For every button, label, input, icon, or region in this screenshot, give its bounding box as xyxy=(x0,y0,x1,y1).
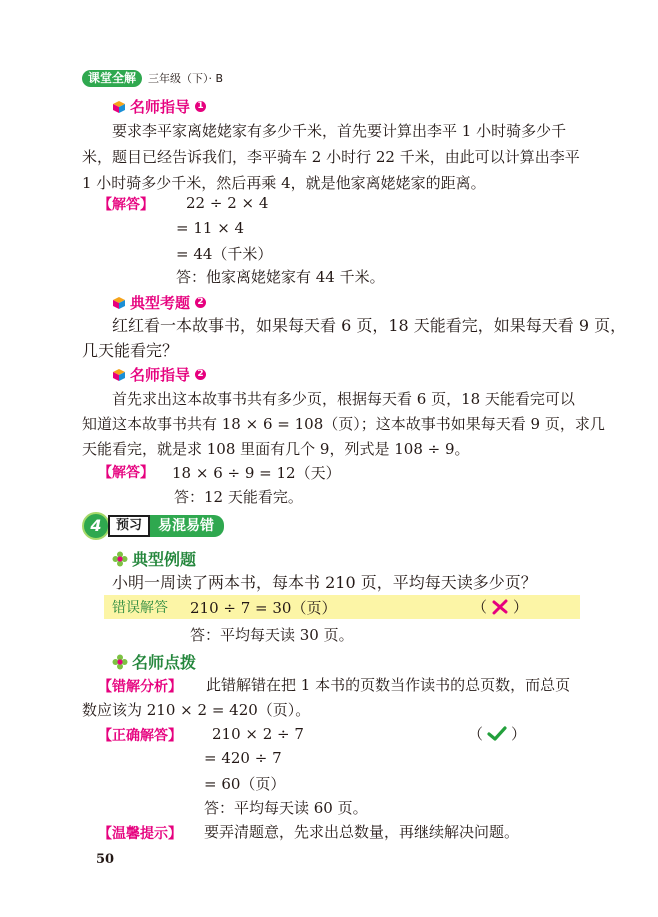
section-number: 4 xyxy=(82,512,110,540)
section-tag: 预习 xyxy=(108,515,150,537)
cube-icon xyxy=(112,368,126,382)
correct-mark xyxy=(468,723,526,744)
flower-icon xyxy=(112,654,128,670)
exam-num-2: 2 xyxy=(195,297,206,308)
check-icon xyxy=(487,726,507,742)
example-title: 典型例题 xyxy=(132,550,197,569)
guide-line: 天能看完，就是求 108 里面有几个 9，列式是 108 ÷ 9。 xyxy=(82,440,470,458)
calc-line: 22 ÷ 2 × 4 xyxy=(186,194,269,212)
page-header xyxy=(82,69,223,87)
correct-mark-open: （ xyxy=(468,725,484,743)
exam-title-2: 典型考题 xyxy=(130,294,191,312)
header-badge: 课堂全解 xyxy=(82,70,142,87)
tip-title: 名师点拨 xyxy=(132,653,197,672)
example-heading xyxy=(112,547,196,570)
correct-calc-line: = 60（页） xyxy=(204,775,286,793)
guide-heading-1 xyxy=(112,96,206,117)
correct-mark-close: ） xyxy=(511,725,527,743)
header-grade: 三年级（下）· B xyxy=(148,72,224,85)
exam-heading-2 xyxy=(112,292,206,313)
final-answer-2: 答：12 天能看完。 xyxy=(174,488,303,506)
section-title: 易混易错 xyxy=(150,515,224,537)
guide-title-1: 名师指导 xyxy=(130,98,191,116)
guide-heading-2 xyxy=(112,364,206,385)
correct-final: 答：平均每天读 60 页。 xyxy=(204,799,368,817)
question-line: 几天能看完？ xyxy=(82,341,179,360)
wrong-final: 答：平均每天读 30 页。 xyxy=(190,626,354,644)
guide-line: 米，题目已经告诉我们，李平骑车 2 小时行 22 千米，由此可以计算出李平 xyxy=(82,148,580,166)
tip-heading xyxy=(112,650,196,673)
page-number: 50 xyxy=(96,852,115,867)
guide-title-2: 名师指导 xyxy=(130,366,191,384)
section-banner xyxy=(82,513,224,539)
reminder-label: 【温馨提示】 xyxy=(98,826,182,842)
calc-line: 18 × 6 ÷ 9 = 12（天） xyxy=(172,464,341,482)
guide-line: 首先求出这本故事书共有多少页，根据每天看 6 页，18 天能看完可以 xyxy=(112,390,575,408)
wrong-mark-open: （ xyxy=(472,598,488,616)
final-answer-1: 答：他家离姥姥家有 44 千米。 xyxy=(176,268,385,286)
wrong-calc: 210 ÷ 7 = 30（页） xyxy=(190,599,337,617)
cross-icon xyxy=(491,599,509,615)
analysis-line: 数应该为 210 × 2 = 420（页）。 xyxy=(82,701,311,719)
correct-label: 【正确解答】 xyxy=(98,728,182,744)
answer-label-2: 【解答】 xyxy=(98,465,154,481)
guide-line: 要求李平家离姥姥家有多少千米，首先要计算出李平 1 小时骑多少千 xyxy=(112,122,567,140)
guide-line: 知道这本故事书共有 18 × 6 = 108（页）；这本故事书如果每天看 9 页，求几 xyxy=(82,415,605,433)
calc-line: = 11 × 4 xyxy=(176,219,245,237)
guide-num-1: 1 xyxy=(195,101,206,112)
example-question: 小明一周读了两本书，每本书 210 页，平均每天读多少页？ xyxy=(112,573,537,592)
guide-num-2: 2 xyxy=(195,369,206,380)
cube-icon xyxy=(112,296,126,310)
analysis-line: 此错解错在把 1 本书的页数当作读书的总页数，而总页 xyxy=(206,676,571,694)
wrong-mark xyxy=(472,596,528,617)
reminder-text: 要弄清题意，先求出总数量，再继续解决问题。 xyxy=(204,823,520,841)
analysis-label: 【错解分析】 xyxy=(98,679,182,695)
flower-icon xyxy=(112,551,128,567)
answer-label-1: 【解答】 xyxy=(98,197,154,213)
correct-calc-line: = 420 ÷ 7 xyxy=(204,749,282,767)
wrong-mark-close: ） xyxy=(513,598,529,616)
question-line: 红红看一本故事书，如果每天看 6 页，18 天能看完，如果每天看 9 页， xyxy=(112,316,627,335)
cube-icon xyxy=(112,100,126,114)
guide-line: 1 小时骑多少千米，然后再乘 4，就是他家离姥姥家的距离。 xyxy=(82,174,486,192)
wrong-label: 错误解答 xyxy=(112,600,168,616)
correct-calc-line: 210 × 2 ÷ 7 xyxy=(212,725,304,743)
calc-line: = 44（千米） xyxy=(176,245,273,263)
